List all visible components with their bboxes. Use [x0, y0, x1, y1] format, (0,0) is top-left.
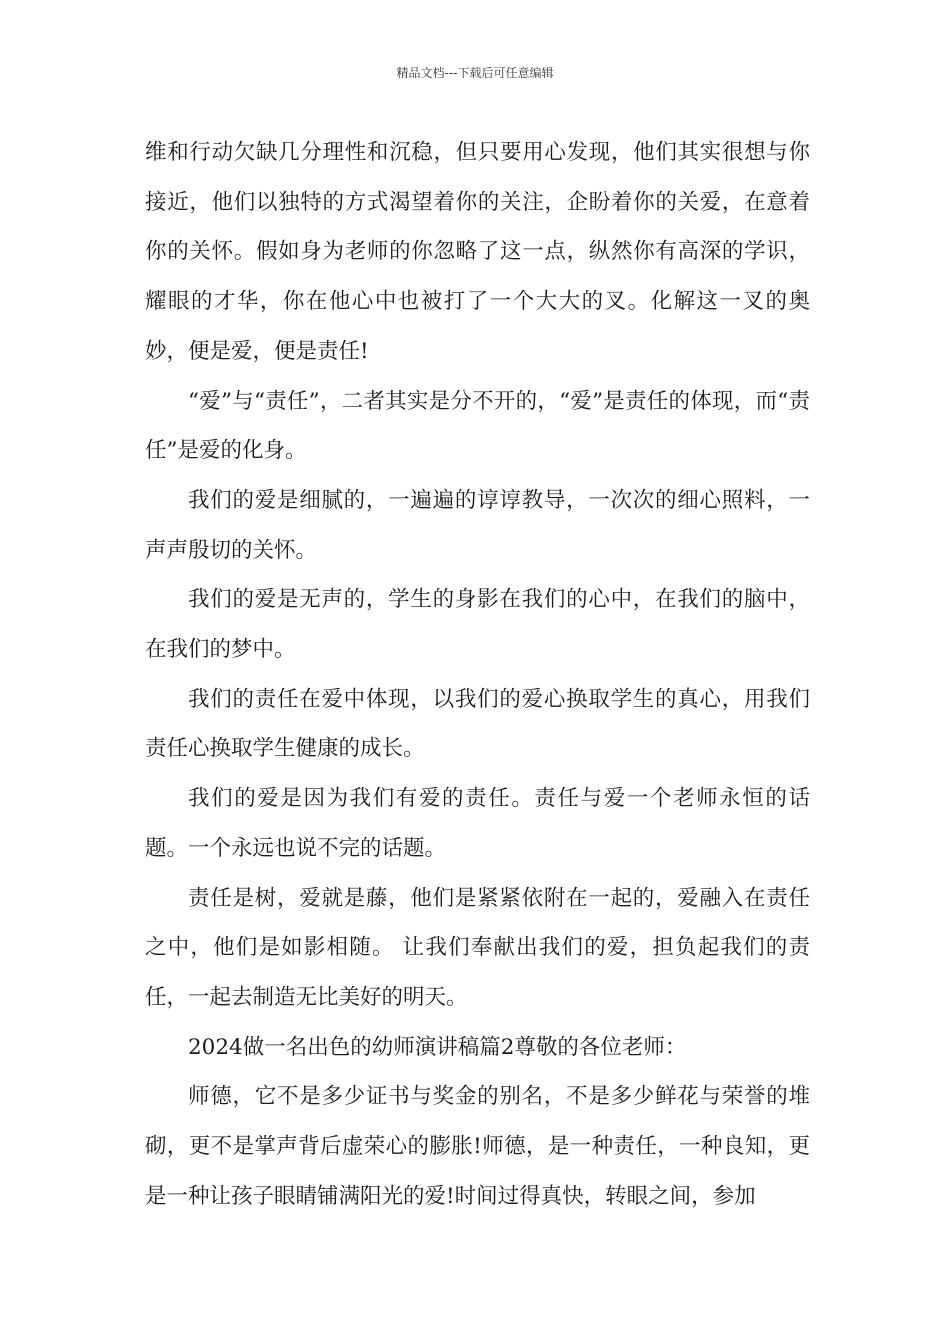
paragraph-3: 我们的爱是细腻的，一遍遍的谆谆教导，一次次的细心照料，一声声殷切的关怀。: [145, 487, 810, 563]
document-body: [145, 128, 810, 1221]
page-header: 精品文档---下载后可任意编辑: [396, 66, 554, 80]
paragraph-4: 我们的爱是无声的，学生的身影在我们的心中，在我们的脑中，在我们的梦中。: [145, 587, 810, 663]
paragraph-1: 维和行动欠缺几分理性和沉稳，但只要用心发现，他们其实很想与你接近，他们以独特的方式渴望着你的关注，企盼着你的关爱，在意着你的关怀。假如身为老师的你忽略了这一点，纵然你有高深的学识，耀眼的才华，你在他心中也被打了一个大大的叉。化解这一叉的奥妙，便是爱，便是责任!: [145, 140, 810, 364]
paragraph-7: 责任是树，爱就是藤，他们是紧紧依附在一起的，爱融入在责任之中，他们是如影相随。 让我们奉献出我们的爱，担负起我们的责任，一起去制造无比美好的明天。: [145, 885, 810, 1010]
paragraph-9: 师德，它不是多少证书与奖金的别名，不是多少鲜花与荣誉的堆砌，更不是掌声背后虚荣心的膨胀!师德，是一种责任，一种良知，更是一种让孩子眼睛铺满阳光的爱!时间过得真快，转眼之间，参加: [145, 1084, 810, 1209]
paragraph-8-heading: 2024做一名出色的幼师演讲稿篇2尊敬的各位老师：: [188, 1034, 687, 1060]
paragraph-2: “爱”与“责任”，二者其实是分不开的，“爱”是责任的体现，而“责任”是爱的化身。: [145, 388, 810, 464]
paragraph-5: 我们的责任在爱中体现，以我们的爱心换取学生的真心，用我们责任心换取学生健康的成长。: [145, 686, 810, 762]
paragraph-6: 我们的爱是因为我们有爱的责任。责任与爱一个老师永恒的话题。一个永远也说不完的话题。: [145, 786, 810, 861]
